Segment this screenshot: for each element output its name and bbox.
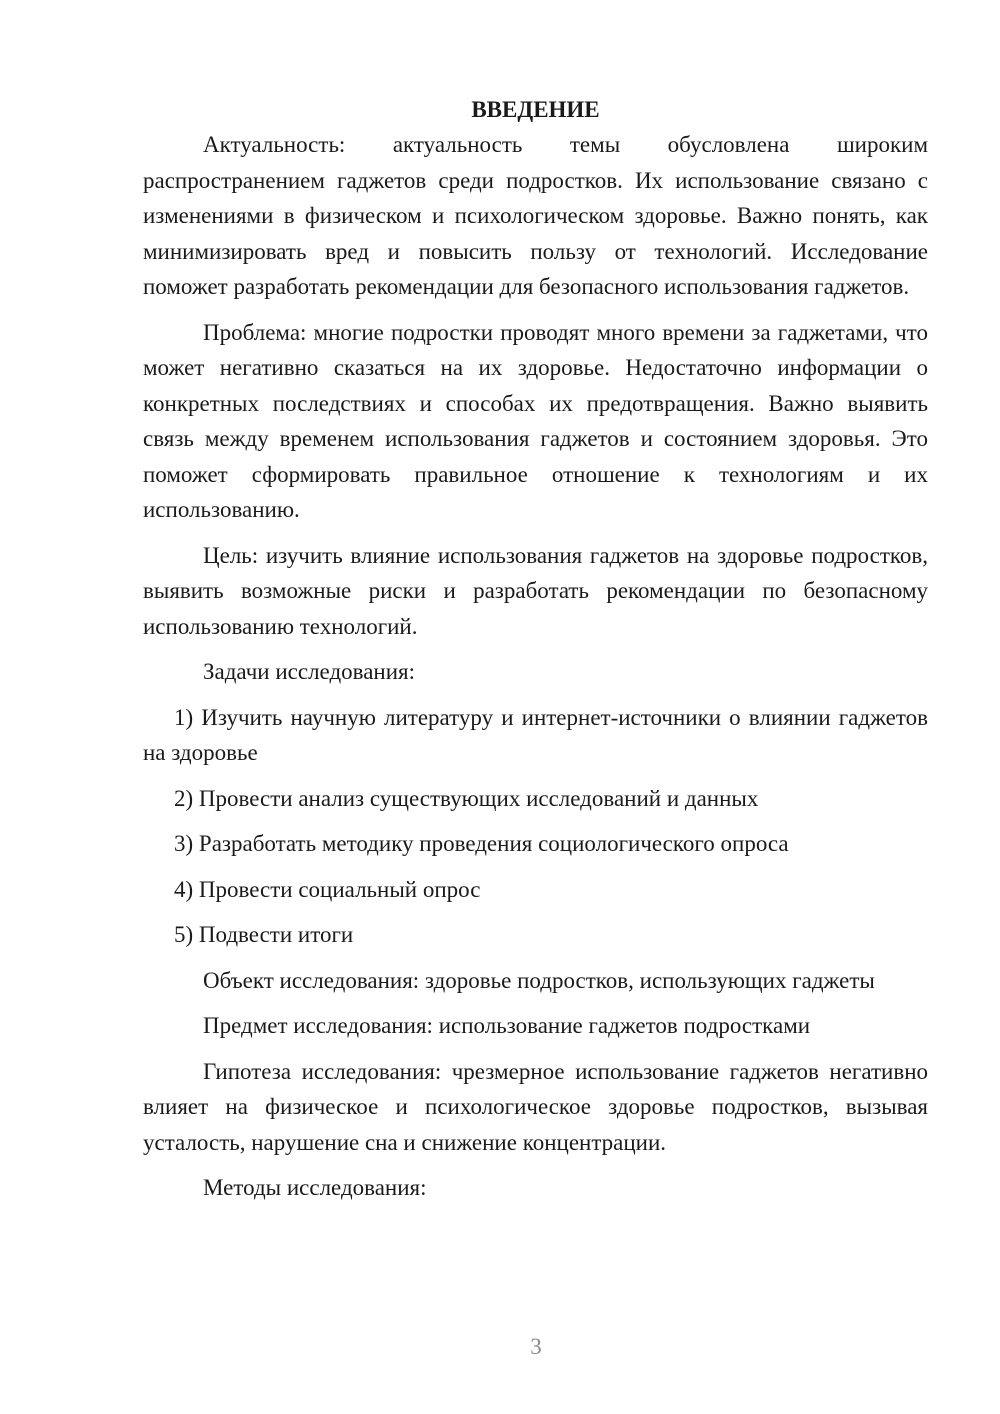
task-item-1: 1) Изучить научную литературу и интернет-источники о влиянии гаджетов на здоровье (143, 704, 928, 765)
paragraph-problem: Проблема: многие подростки проводят много времени за гаджетами, что может негативно сказаться на их здоровье. Недостаточно информации о конкретных последствиях и способах их предотвращения. Важно выявить связь между временем использования гаджетов и состоянием здоровья. Это поможет сформировать правильное отношение к технологиям и их использованию. (143, 319, 928, 522)
task-item-4: 4) Провести социальный опрос (174, 876, 481, 902)
page-number: 3 (530, 1334, 542, 1359)
page-content (143, 92, 928, 1216)
page-title: ВВЕДЕНИЕ (471, 97, 600, 122)
paragraph-subject: Предмет исследования: использование гаджетов подростками (203, 1013, 811, 1038)
paragraph-goal: Цель: изучить влияние использования гаджетов на здоровье подростков, выявить возможные риски и разработать рекомендации по безопасному использованию технологий. (143, 542, 928, 639)
task-item-3: 3) Разработать методику проведения социологического опроса (174, 831, 789, 856)
paragraph-relevance: Актуальность: актуальность темы обусловлена широким распространением гаджетов среди подростков. Их использование связано с изменениями в физическом и психологическом здоровье. Важно понять, как минимизировать вред и повысить пользу от технологий. Исследование поможет разработать рекомендации для безопасного использования гаджетов. (143, 132, 928, 299)
task-item-2: 2) Провести анализ существующих исследований и данных (174, 785, 759, 811)
tasks-heading: Задачи исследования: (203, 659, 416, 684)
methods-heading: Методы исследования: (203, 1175, 427, 1200)
paragraph-object: Объект исследования: здоровье подростков, использующих гаджеты (203, 967, 875, 993)
paragraph-hypothesis: Гипотеза исследования: чрезмерное использование гаджетов негативно влияет на физическое и психологическое здоровье подростков, вызывая усталость, нарушение сна и снижение концентрации. (143, 1058, 928, 1155)
task-item-5: 5) Подвести итоги (174, 922, 354, 947)
